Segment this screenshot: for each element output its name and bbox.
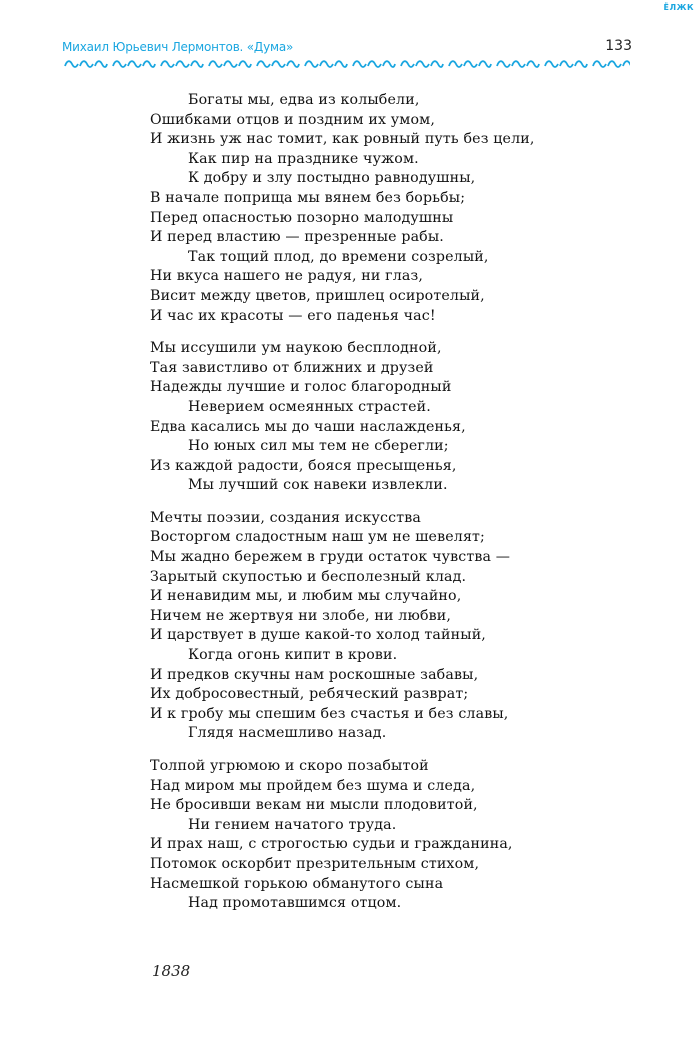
stanza [150, 757, 630, 914]
poem-line: Перед опасностью позорно малодушны [150, 209, 454, 226]
poem-line: Из каждой радости, бояся пресыщенья, [150, 457, 457, 474]
poem-line: Восторгом сладостным наш ум не шевелят; [150, 529, 485, 546]
poem-line: Над миром мы пройдем без шума и следа, [150, 777, 476, 794]
poem-line: И прах наш, с строгостью судьи и гражданина, [150, 836, 513, 853]
poem-line: Ни вкуса нашего не радуя, ни глаз, [150, 268, 424, 285]
wave-ornament-icon [400, 59, 444, 69]
poem-line: К добру и злу постыдно равнодушны, [188, 170, 476, 187]
poem-body [150, 91, 630, 927]
corner-mark: ЁЛЖК [663, 3, 694, 12]
poem-line: Мы иссушили ум наукою бесплодной, [150, 340, 442, 357]
poem-line: Ничем не жертвуя ни злобе, ни любви, [150, 607, 452, 624]
poem-line: Зарытый скупостью и бесполезный клад. [150, 568, 467, 585]
wave-ornament-icon [304, 59, 348, 69]
poem-line: Висит между цветов, пришлец осиротелый, [150, 287, 485, 304]
wave-ornament-icon [256, 59, 300, 69]
poem-line: Глядя насмешливо назад. [188, 725, 387, 742]
poem-line: И перед властию — презренные рабы. [150, 229, 444, 246]
poem-line: Едва касались мы до чаши наслажденья, [150, 418, 466, 435]
running-title: Михаил Юрьевич Лермонтов. «Дума» [62, 40, 294, 54]
wave-ornament-icon [448, 59, 492, 69]
poem-line: Тая завистливо от ближних и друзей [150, 359, 434, 376]
poem-date: 1838 [152, 962, 191, 980]
wave-ornament-icon [544, 59, 588, 69]
poem-line: И царствует в душе какой-то холод тайный, [150, 627, 486, 644]
poem-line: Мы лучший сок навеки извлекли. [188, 477, 448, 494]
poem-line: И ненавидим мы, и любим мы случайно, [150, 588, 462, 605]
running-head [62, 40, 632, 58]
poem-line: Над промотавшимся отцом. [188, 895, 402, 912]
poem-line: И предков скучны нам роскошные забавы, [150, 666, 479, 683]
poem-line: Ошибками отцов и поздним их умом, [150, 111, 435, 128]
poem-line: И час их красоты — его паденья час! [150, 307, 436, 324]
decorative-ornament-border [64, 59, 630, 71]
wave-ornament-icon [64, 59, 108, 69]
poem-line: Потомок оскорбит презрительным стихом, [150, 855, 480, 872]
wave-ornament-icon [112, 59, 156, 69]
poem-line: Богаты мы, едва из колыбели, [188, 92, 420, 108]
wave-ornament-icon [208, 59, 252, 69]
poem-line: В начале поприща мы вянем без борьбы; [150, 189, 466, 206]
poem-line: Так тощий плод, до времени созрелый, [188, 248, 489, 265]
wave-ornament-icon [352, 59, 396, 69]
page-number: 133 [605, 38, 632, 54]
poem-line: Мечты поэзии, создания искусства [150, 509, 421, 526]
stanza [150, 509, 630, 744]
poem-line: Когда огонь кипит в крови. [188, 647, 398, 664]
poem-line: Неверием осмеянных страстей. [188, 398, 431, 415]
wave-ornament-icon [592, 59, 630, 69]
poem-line: Но юных сил мы тем не сберегли; [188, 438, 449, 455]
poem-line: Как пир на празднике чужом. [188, 150, 419, 167]
wave-ornament-icon [496, 59, 540, 69]
poem-line: Ни гением начатого труда. [188, 816, 397, 833]
poem-line: Толпой угрюмою и скоро позабытой [150, 758, 429, 774]
poem-line: И жизнь уж нас томит, как ровный путь без цели, [150, 131, 535, 148]
stanza [150, 91, 630, 326]
poem-line: Не бросивши векам ни мысли плодовитой, [150, 797, 478, 814]
poem-line: Мы жадно бережем в груди остаток чувства — [150, 549, 511, 566]
poem-line: И к гробу мы спешим без счастья и без славы, [150, 705, 509, 722]
wave-ornament-icon [160, 59, 204, 69]
stanza [150, 339, 630, 496]
poem-line: Их добросовестный, ребяческий разврат; [150, 686, 469, 703]
poem-line: Насмешкой горькою обманутого сына [150, 875, 444, 892]
poem-line: Надежды лучшие и голос благородный [150, 379, 452, 396]
